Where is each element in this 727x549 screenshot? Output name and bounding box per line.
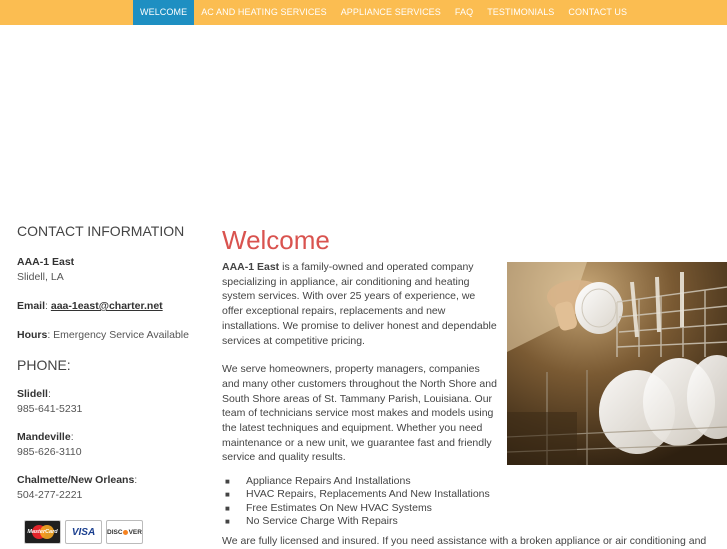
discover-logo: DISC VER — [106, 520, 143, 544]
bullet-icon: ■ — [225, 503, 230, 513]
dishwasher-photo — [507, 262, 727, 465]
nav-testimonials[interactable]: TESTIMONIALS — [487, 7, 555, 17]
nav-ac-heating-services[interactable]: AC AND HEATING SERVICES — [201, 7, 327, 17]
hours-label: Hours — [17, 329, 48, 341]
phone-colon: : — [47, 388, 51, 400]
company-city: Slidell, LA — [17, 271, 64, 283]
payment-cards — [24, 520, 143, 544]
intro-company-name: AAA-1 East — [222, 261, 280, 273]
phone-colon: : — [134, 474, 138, 486]
phone-number: 504-277-2221 — [17, 489, 83, 501]
phone-city: Slidell — [17, 388, 48, 400]
email-separator: : — [45, 300, 51, 312]
services-list — [222, 475, 727, 528]
bullet-icon: ■ — [225, 490, 230, 500]
phone-city: Chalmette/New Orleans — [17, 474, 135, 486]
phone-colon: : — [70, 431, 74, 443]
page-title: Welcome — [222, 225, 330, 255]
phone-slidell — [17, 387, 207, 417]
main-nav — [133, 0, 634, 25]
bullet-icon: ■ — [225, 516, 230, 526]
list-item: ■ Appliance Repairs And Installations — [222, 475, 727, 488]
service-area-paragraph: We serve homeowners, property managers, companies and many other customers throughout the North Shore and South Shore areas of St. Tammany Parish, Louisiana. Our team of technicians service most makes and models using the latest techniques and equipment. Whether you need maintenance or a new unit, we guarantee fast and friendly service and quality results. — [222, 363, 497, 464]
email-block — [17, 299, 207, 314]
licensed-paragraph: We are fully licensed and insured. If you need assistance with a broken appliance or air conditioning and — [222, 534, 707, 547]
intro-paragraph — [222, 260, 497, 348]
nav-appliance-services[interactable]: APPLIANCE SERVICES — [340, 7, 441, 17]
phone-chalmette — [17, 473, 207, 503]
visa-logo: VISA — [65, 520, 102, 544]
phone-city: Mandeville — [17, 431, 71, 443]
email-link[interactable]: aaa-1east@charter.net — [50, 300, 163, 312]
hours-block — [17, 328, 207, 343]
mastercard-logo: MasterCard — [24, 520, 61, 544]
list-item: ■ No Service Charge With Repairs — [222, 515, 727, 528]
hours-value: : Emergency Service Available — [47, 329, 189, 341]
list-item: ■ Free Estimates On New HVAC Systems — [222, 502, 727, 515]
company-name: AAA-1 East — [17, 256, 75, 268]
phone-heading: PHONE: — [17, 357, 71, 373]
list-item: ■ HVAC Repairs, Replacements And New Installations — [222, 488, 727, 501]
contact-heading: CONTACT INFORMATION — [17, 223, 185, 239]
email-label: Email — [17, 300, 46, 312]
nav-faq[interactable]: FAQ — [454, 7, 474, 17]
nav-contact-us[interactable]: CONTACT US — [568, 7, 628, 17]
phone-number: 985-626-3110 — [17, 446, 82, 458]
bullet-icon: ■ — [225, 477, 230, 487]
company-block — [17, 255, 207, 285]
phone-mandeville — [17, 430, 207, 460]
top-nav-bar — [0, 0, 727, 25]
contact-sidebar — [17, 223, 207, 503]
phone-number: 985-641-5231 — [17, 403, 83, 415]
nav-welcome[interactable]: WELCOME — [133, 0, 194, 25]
intro-text: is a family-owned and operated company specializing in appliance, air conditioning and heating system services. With over 25 years of experience, we offer exceptional repairs, replacements and new installations. We promise to deliver honest and dependable services at competitive pricing. — [222, 261, 497, 347]
